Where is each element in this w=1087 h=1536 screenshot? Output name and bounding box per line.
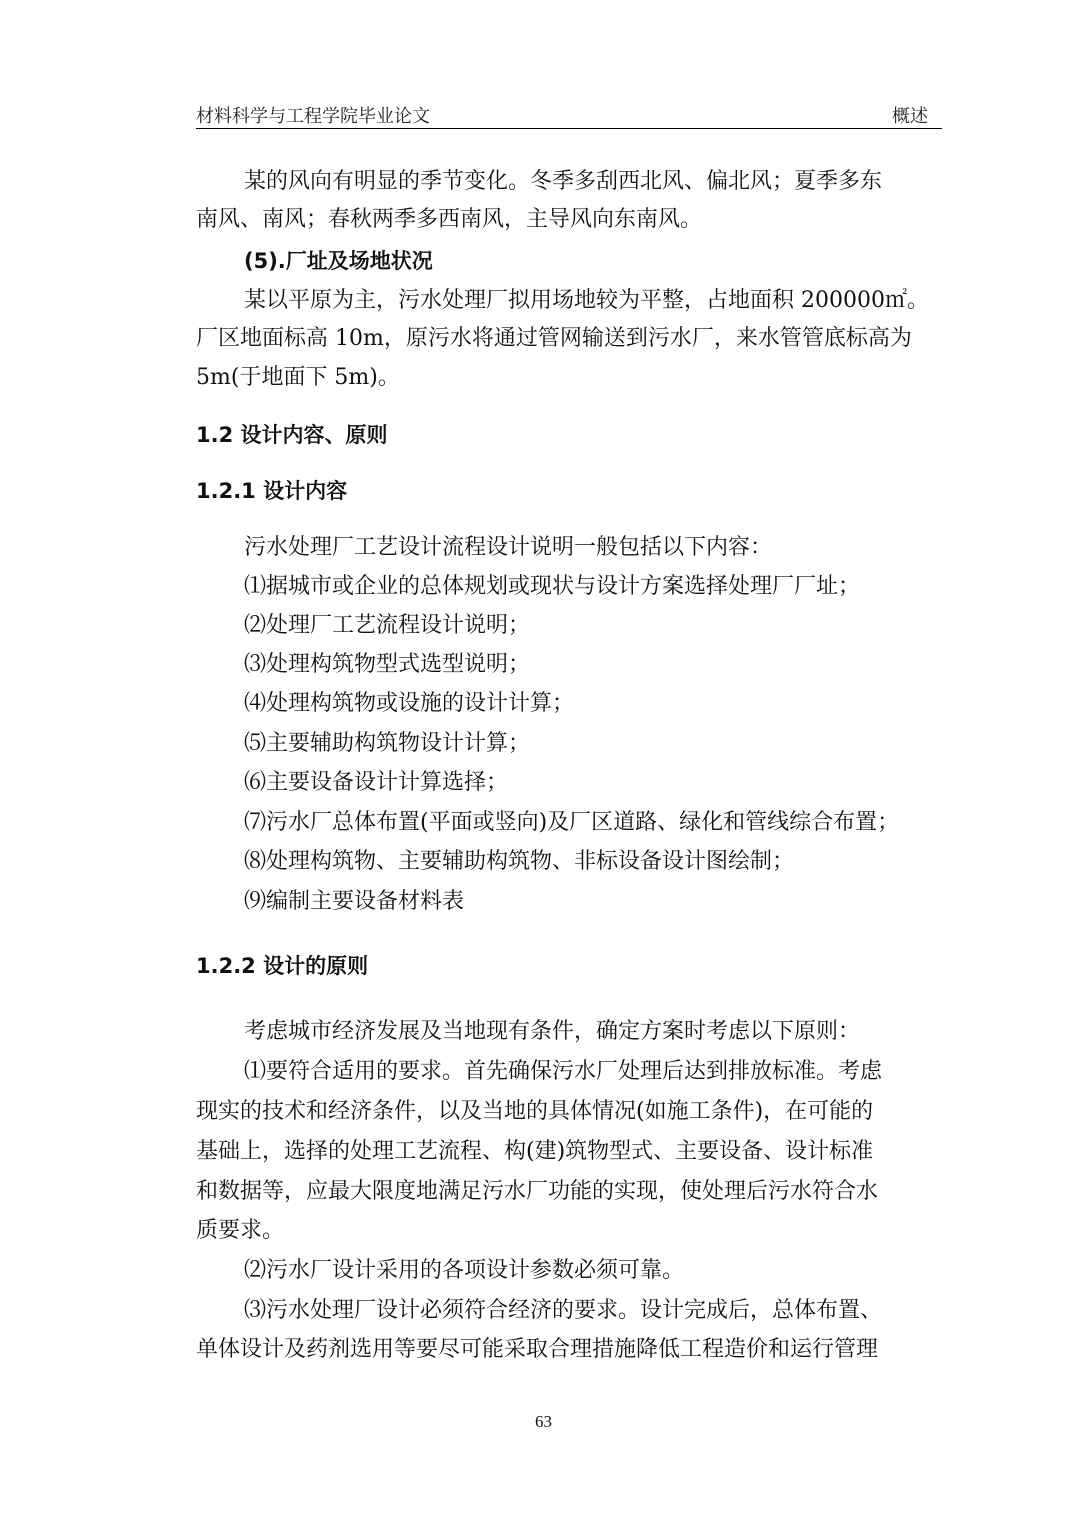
list-item: ⑸主要辅助构筑物设计计算；	[244, 731, 531, 756]
paragraph-line: 厂区地面标高 10m，原污水将通过管网输送到污水厂，来水管管底标高为	[196, 326, 912, 351]
paragraph-line: ⑶污水处理厂设计必须符合经济的要求。设计完成后，总体布置、	[244, 1298, 883, 1323]
section-heading-1-2-2: 1.2.2 设计的原则	[196, 954, 369, 978]
paragraph-line: 污水处理厂工艺设计流程设计说明一般包括以下内容：	[244, 535, 773, 560]
header-thesis-title: 材料科学与工程学院毕业论文	[196, 106, 430, 127]
paragraph-line: ⑴要符合适用的要求。首先确保污水厂处理后达到排放标准。考虑	[244, 1059, 883, 1084]
list-item: ⑷处理构筑物或设施的设计计算；	[244, 691, 575, 716]
list-item: ⑹主要设备设计计算选择；	[244, 770, 509, 795]
paragraph-line: 和数据等，应最大限度地满足污水厂功能的实现，使处理后污水符合水	[196, 1179, 879, 1204]
header-chapter-title: 概述	[892, 106, 928, 127]
list-item: ⑵处理厂工艺流程设计说明；	[244, 613, 531, 638]
paragraph-line: 现实的技术和经济条件，以及当地的具体情况(如施工条件)，在可能的	[196, 1099, 874, 1124]
page-number: 63	[535, 1412, 552, 1431]
page-header	[196, 100, 942, 129]
paragraph-line: ⑵污水厂设计采用的各项设计参数必须可靠。	[244, 1258, 685, 1283]
section-heading-1-2: 1.2 设计内容、原则	[196, 423, 388, 447]
paragraph-line: 基础上，选择的处理工艺流程、构(建)筑物型式、主要设备、设计标准	[196, 1139, 874, 1164]
list-item: ⑻处理构筑物、主要辅助构筑物、非标设备设计图绘制；	[244, 849, 795, 874]
paragraph-line: 某的风向有明显的季节变化。冬季多刮西北风、偏北风；夏季多东	[244, 169, 883, 194]
section-heading-1-2-1: 1.2.1 设计内容	[196, 479, 348, 503]
subheading-site: (5).厂址及场地状况	[244, 249, 433, 273]
list-item: ⑶处理构筑物型式选型说明；	[244, 652, 531, 677]
paragraph-line: 质要求。	[196, 1218, 285, 1243]
paragraph-line: 考虑城市经济发展及当地现有条件，确定方案时考虑以下原则：	[244, 1019, 861, 1044]
list-item: ⑼编制主要设备材料表	[244, 889, 465, 914]
paragraph-line: 单体设计及药剂选用等要尽可能采取合理措施降低工程造价和运行管理	[196, 1337, 879, 1362]
list-item: ⑴据城市或企业的总体规划或现状与设计方案选择处理厂厂址；	[244, 574, 861, 599]
list-item: ⑺污水厂总体布置(平面或竖向)及厂区道路、绿化和管线综合布置；	[244, 810, 900, 835]
paragraph-line: 5m(于地面下 5m)。	[196, 365, 400, 390]
paragraph-line: 南风、南风；春秋两季多西南风，主导风向东南风。	[196, 207, 703, 232]
paragraph-line: 某以平原为主，污水处理厂拟用场地较为平整，占地面积 200000㎡。	[244, 288, 929, 313]
